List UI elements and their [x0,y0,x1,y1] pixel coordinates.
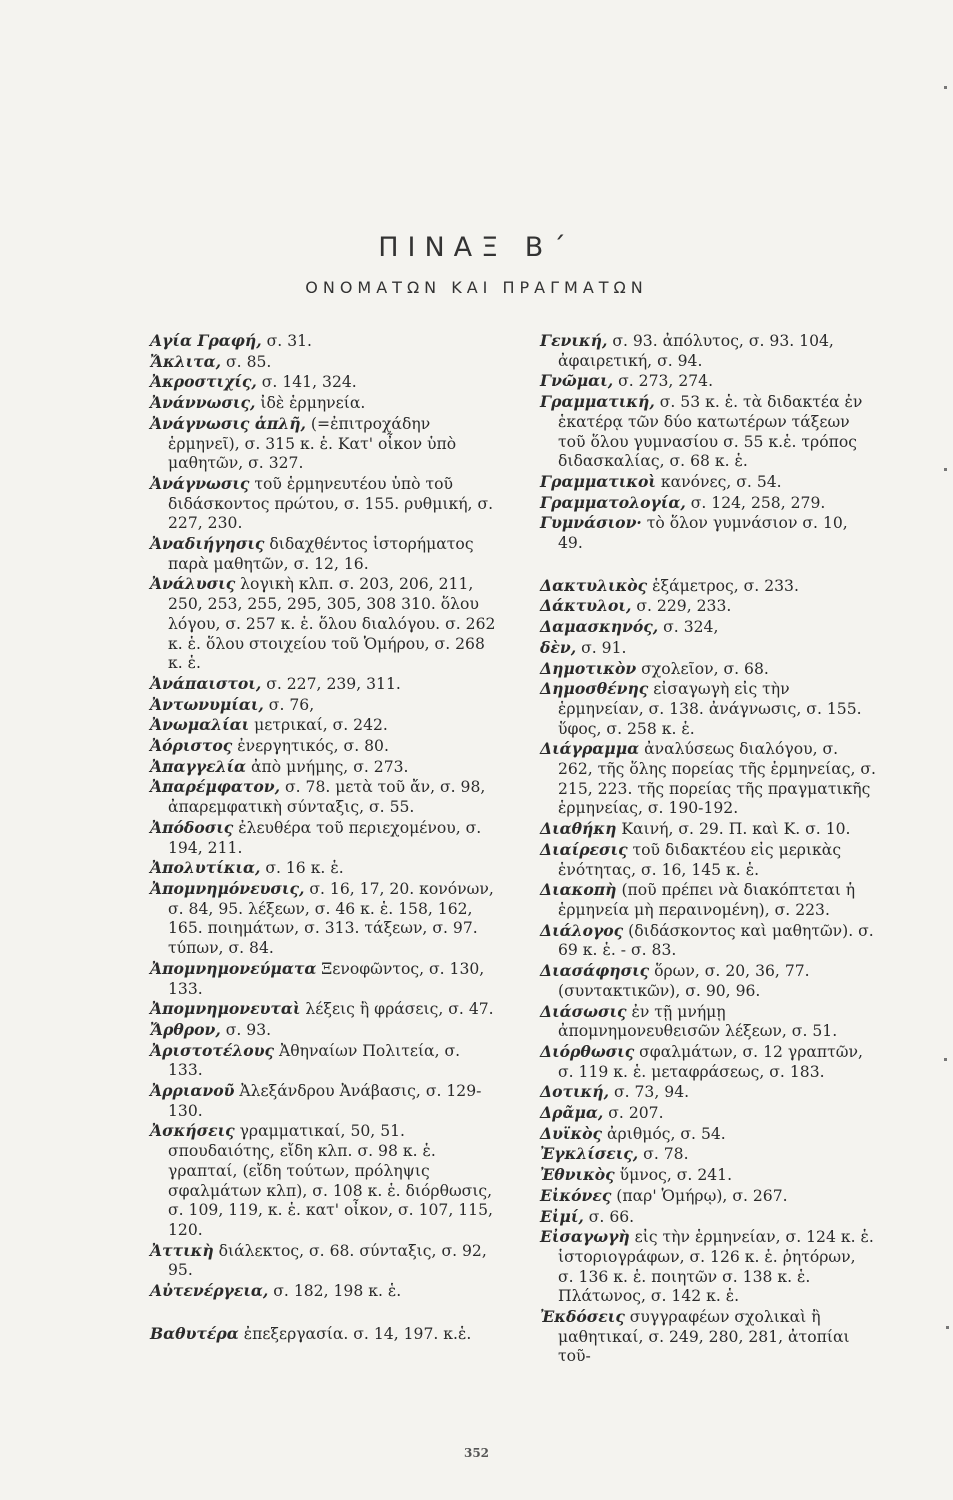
index-entry-term: Δαμασκηνός, [540,617,659,637]
index-entry-term: Διάγραμμα [540,739,640,759]
index-entry [150,534,496,574]
index-entry-term: Ἀπομνημονευταὶ [150,999,301,1019]
index-entry-references: σ. 78. [638,1145,689,1164]
index-entry [540,961,876,1001]
index-entry-references: (διδάσκοντος καὶ μαθητῶν). σ. 69 κ. ἑ. - σ. 83. [558,921,874,960]
index-entry-references: σ. 273, 274. [613,372,714,391]
index-entry-references: σ. 141, 324. [256,373,357,392]
index-entry-references: τοῦ ἑρμηνευτέου ὑπὸ τοῦ διδάσκοντος πρώτου, σ. 155. ρυθμική, σ. 227, 230. [168,474,494,533]
index-entry-term: Ἀπομνημόνευσις, [150,878,305,898]
edge-mark [944,1058,947,1061]
index-entry-references: σ. 73, 94. [609,1083,690,1102]
index-entry-term: Δάκτυλοι, [540,596,632,616]
index-entry-term: Αγία Γραφή, [150,331,262,350]
index-entry-references: Καινή, σ. 29. Π. καὶ Κ. σ. 10. [616,820,851,839]
index-entry-term: Διαίρεσις [540,839,628,859]
index-entry [150,736,496,757]
index-entry-references: σ. 66. [583,1207,635,1226]
edge-mark [944,468,947,471]
index-entry-term: Διόρθωσις [540,1041,635,1061]
index-entry-references: ὕμνος, σ. 241. [614,1166,733,1185]
index-entry-references: κανόνες, σ. 54. [655,472,782,491]
index-entry-term: Δρᾶμα, [540,1103,604,1123]
index-entry [540,617,876,638]
index-entry [540,819,876,840]
index-entry-term: Αὐτενέργεια, [150,1281,269,1301]
index-entry-term: Ἀνάγνωσις ἁπλῆ, [150,413,306,433]
index-entry-references: διδαχθέντος ἱστορήματος παρὰ μαθητῶν, σ. 12, 16. [168,535,474,573]
index-entry [150,1281,496,1302]
index-entry [540,1124,876,1145]
index-entry-term: Ἀόριστος [150,736,233,756]
index-entry-term: Βαθυτέρα [150,1323,239,1343]
index-entry [540,1307,876,1367]
index-entry-term: Ἀπόδοσις [150,817,234,837]
index-entry [150,474,496,534]
index-entry-term: Ἀνάλυσις [150,574,236,594]
index-entry-references: τοῦ διδακτέου εἰς μερικὰς ἑνότητας, σ. 16, 145 κ. ἑ. [558,840,842,879]
index-entry-references: εἰσαγωγὴ εἰς τὴν ἑρμηνείαν, σ. 138. ἀνάγνωσις, σ. 155. ὕφος, σ. 258 κ. ἑ. [558,680,862,738]
index-entry-term: Εἰκόνες [540,1185,612,1205]
index-entry-references: ἀριθμός, σ. 54. [602,1124,726,1143]
index-entry [150,352,496,373]
index-entry-term: Ἀνάγνωσις [150,473,250,493]
index-entry-term: Διαθήκη [540,819,617,839]
index-entry-term: Ἄρθρον, [150,1019,221,1039]
index-entry-term: Γραμματικοὶ [540,471,656,491]
index-entry [540,638,876,659]
index-entry-references: γραμματικαί, 50, 51. σπουδαιότης, εἴδη κλπ. σ. 98 κ. ἑ. γραπταί, (εἴδη τούτων, πρόληψις σφαλμάτων κλπ), σ. 108 κ. ἑ. διόρθωσις, σ. 109, 119, κ. ἑ. κατ' οἶκον, σ. 107, 115, 120. [168,1122,493,1239]
index-entry-references: σ. 78. μετὰ τοῦ ἄν, σ. 98, ἀπαρεμφατικὴ σύνταξις, σ. 55. [168,778,486,817]
index-entry-references: σ. 91. [576,638,627,657]
index-entry-references: Ἀθηναίων Πολιτεία, σ. 133. [168,1041,461,1080]
index-entry [150,1081,496,1121]
index-entry [540,679,876,739]
index-entry [540,331,876,371]
index-entry [150,1324,496,1345]
index-entry-term: Ἐγκλίσεις, [540,1144,639,1164]
index-entry-term: Ἀνάπαιστοι, [150,673,262,693]
index-entry-term: Ἀνωμαλίαι [150,715,250,735]
index-entry [150,1121,496,1240]
index-entry [150,1041,496,1081]
index-entry-references: Ἀλεξάνδρου Ἀνάβασις, σ. 129-130. [168,1082,482,1120]
index-entry-term: Ἐκδόσεις [540,1307,625,1327]
page-title: ΠΙΝΑΞ Β΄ [378,232,575,263]
index-entry [150,757,496,778]
index-entry-term: Γυμνάσιον· [540,513,642,533]
index-entry [150,372,496,393]
index-entry-references: σ. 227, 239, 311. [261,674,401,693]
index-entry [540,513,876,553]
index-column-left [150,331,496,1344]
index-entry [540,493,876,514]
index-entry-term: Εἰμί, [540,1206,584,1226]
index-entry-references: εἰς τὴν ἑρμηνείαν, σ. 124 κ. ἑ. ἱστοριογράφων, σ. 126 κ. ἑ. ῥητόρων, σ. 136 κ. ἑ. ποιητῶν σ. 138 κ. ἑ. Πλάτωνος, σ. 142 κ. ἑ. [558,1228,874,1306]
index-entry-term: Δημοτικὸν [540,658,637,678]
index-entry-references: ὅρων, σ. 20, 36, 77. (συντακτικῶν), σ. 90, 96. [558,962,810,1000]
index-entry [150,674,496,695]
index-entry-term: Ἀσκήσεις [150,1121,235,1141]
index-entry-term: Ἀπολυτίκια, [150,858,261,878]
index-entry-references: σ. 324, [658,618,719,637]
index-entry-term: Ἀκροστιχίς, [150,372,257,392]
index-entry-references: σ. 31. [261,332,313,350]
index-entry-term: Δημοσθένης [540,679,649,699]
index-entry-references: ἐλευθέρα τοῦ περιεχομένου, σ. 194, 211. [168,818,482,857]
index-entry-term: Διακοπὴ [540,880,617,900]
edge-mark [946,1326,949,1329]
index-entry [540,1042,876,1082]
index-entry-references: σ. 53 κ. ἑ. τὰ διδακτέα ἐν ἑκατέρᾳ τῶν δύο κατωτέρων τάξεων τοῦ ὅλου γυμνασίου σ. 55 κ.ἑ. τρόπος διδασκαλίας, σ. 68 κ. ἑ. [558,393,863,471]
index-entry [540,1103,876,1124]
index-entry [540,371,876,392]
index-entry-term: Ἀπαγγελία [150,756,247,776]
index-entry [540,1002,876,1042]
index-entry-term: Διάλογος [540,920,624,940]
index-entry-references: διάλεκτος, σ. 68. σύνταξις, σ. 92, 95. [168,1241,487,1280]
index-entry-term: Διασάφησις [540,961,650,981]
index-entry-references: ἀπὸ μνήμης, σ. 273. [246,757,409,776]
index-entry [150,777,496,817]
index-entry [540,1186,876,1207]
index-entry-term: Εἰσαγωγὴ [540,1227,630,1247]
index-entry-references: σ. 182, 198 κ. ἑ. [268,1282,402,1301]
index-entry-references: σφαλμάτων, σ. 12 γραπτῶν, σ. 119 κ. ἑ. μεταφράσεως, σ. 183. [558,1042,863,1081]
index-entry [540,596,876,617]
index-entry [150,879,496,959]
index-entry-references: σχολεῖον, σ. 68. [636,659,769,678]
index-entry-references: τὸ ὅλον γυμνάσιον σ. 10, 49. [558,514,848,553]
index-entry-references: σ. 93. [220,1020,272,1039]
index-entry [150,393,496,414]
index-entry-references: ἐνεργητικός, σ. 80. [232,737,389,756]
index-entry-references: (παρ' Ὁμήρῳ), σ. 267. [611,1186,788,1205]
index-entry [540,1082,876,1103]
index-entry-term: Ἀττικὴ [150,1240,214,1260]
index-entry [150,1241,496,1281]
index-entry-references: ἰδὲ ἑρμηνεία. [255,394,366,413]
index-entry-references: ἐπεξεργασία. σ. 14, 197. κ.ἑ. [238,1324,472,1343]
index-entry [540,1165,876,1186]
index-entry [150,959,496,999]
index-entry [540,1207,876,1228]
index-entry-references: σ. 16, 17, 20. κονόνων, σ. 84, 95. λέξεων, σ. 46 κ. ἑ. 158, 162, 165. ποιημάτων, σ. 313. τάξεων, σ. 97. τύπων, σ. 84. [168,879,494,958]
index-entry-term: Ἀντωνυμίαι, [150,694,264,714]
index-entry-references: σ. 124, 258, 279. [685,493,826,512]
index-entry-term: Ἄκλιτα, [150,351,222,371]
edge-mark [944,86,947,89]
index-entry [150,1020,496,1041]
index-entry [540,1227,876,1307]
index-entry-term: Δυϊκὸς [540,1123,603,1143]
index-entry [540,392,876,472]
index-entry-term: Ἐθνικὸς [540,1165,615,1185]
index-entry [540,472,876,493]
index-entry [540,576,876,597]
index-entry [540,840,876,880]
index-entry [150,858,496,879]
index-entry-term: Γενική, [540,331,608,350]
index-entry-term: Δοτική, [540,1082,609,1102]
index-entry-references: ἐν τῇ μνήμῃ ἀπομνημονευθεισῶν λέξεων, σ. 51. [558,1002,838,1041]
index-entry-references: σ. 16 κ. ἑ. [260,859,344,878]
index-entry-references: σ. 93. ἀπόλυτος, σ. 93. 104, ἀφαιρετική, σ. 94. [558,332,834,370]
index-entry-references: ἑξάμετρος, σ. 233. [647,576,799,595]
index-entry-references: μετρικαί, σ. 242. [249,716,388,735]
index-entry-references: ἀναλύσεως διαλόγου, σ. 262, τῆς ὅλης πορείας τῆς ἑρμηνείας, σ. 215, 223. τῆς πορείας τῆς πραγματικῆς ἑρμηνείας, σ. 190-192. [558,740,876,818]
index-entry [150,999,496,1020]
index-entry-term: Δακτυλικὸς [540,575,648,595]
index-entry-references: (=ἐπιτροχάδην ἑρμηνεῖ), σ. 315 κ. ἑ. Κατ' οἶκον ὑπὸ μαθητῶν, σ. 327. [168,414,457,473]
index-entry [150,574,496,674]
index-entry [150,331,496,352]
index-entry [150,818,496,858]
index-entry [540,921,876,961]
index-entry-references: σ. 229, 233. [631,597,732,616]
index-entry-term: Διάσωσις [540,1001,627,1021]
index-entry-references: σ. 85. [221,352,272,371]
index-entry [540,1144,876,1165]
index-entry-term: Ἀπαρέμφατον, [150,777,281,797]
page-number: 352 [463,1446,490,1460]
index-entry [540,659,876,680]
index-entry-references: λογικὴ κλπ. σ. 203, 206, 211, 250, 253, 255, 295, 305, 308 310. ὅλου λόγου, σ. 257 κ. ἑ. ὅλου διαλόγου. σ. 262 κ. ἑ. ὅλου στοιχείου τοῦ Ὁμήρου, σ. 268 κ. ἑ. [168,575,496,673]
index-entry-term: Γραμματική, [540,392,655,412]
index-entry-references: (ποῦ πρέπει νὰ διακόπτεται ἡ ἑρμηνεία μὴ περαινομένη), σ. 223. [558,881,856,919]
index-entry-term: Ἀπομνημονεύματα [150,958,317,978]
index-entry-term: δὲν, [540,637,577,657]
index-entry-references: λέξεις ἢ φράσεις, σ. 47. [300,1000,494,1019]
index-entry-term: Γνῶμαι, [540,371,614,391]
index-column-right [540,331,876,1367]
index-entry-term: Ἀριστοτέλους [150,1040,275,1060]
index-entry-term: Γραμματολογία, [540,492,686,512]
index-entry-references: συγγραφέων σχολικαὶ ἢ μαθητικαί, σ. 249, 280, 281, ἀτοπίαι τοῦ- [558,1308,850,1366]
index-entry-references: Ξενοφῶντος, σ. 130, 133. [168,959,485,998]
index-entry [150,695,496,716]
index-entry-term: Ἀναδιήγησις [150,534,265,554]
index-entry-term: Ἀνάννωσις, [150,393,256,413]
index-entry-references: σ. 76, [263,695,315,714]
index-entry-references: σ. 207. [603,1104,664,1123]
index-entry-term: Ἀρριανοῦ [150,1081,235,1101]
index-entry [150,715,496,736]
page-subtitle: ΟΝΟΜΑΤΩΝ ΚΑΙ ΠΡΑΓΜΑΤΩΝ [305,278,648,297]
index-entry [540,880,876,920]
index-entry [150,414,496,474]
index-entry [540,739,876,819]
